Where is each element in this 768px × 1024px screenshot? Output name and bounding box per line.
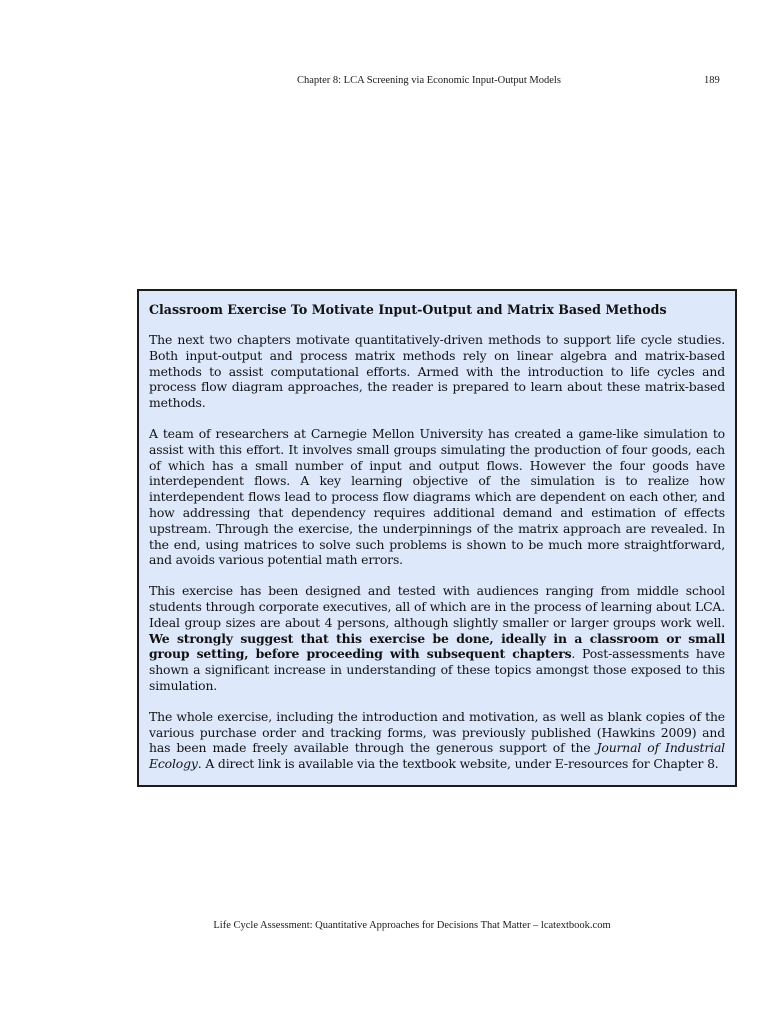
exercise-callout-box (137, 289, 737, 787)
chapter-title: Chapter 8: LCA Screening via Economic Input-Output Models (297, 75, 561, 86)
exercise-paragraph-3 (149, 583, 725, 694)
footer-text: Life Cycle Assessment: Quantitative Approaches for Decisions That Matter – lcatextbook.com (213, 920, 611, 931)
paragraph-3-text-end: . Post-assessments have shown a significant increase in understanding of these topics amongst those exposed to this simulation. (149, 646, 725, 693)
paragraph-4-text-start: The whole exercise, including the introduction and motivation, as well as blank copies of the various purchase order and tracking forms, was previously published (Hawkins 2009) and has been made freely available through the generous support of the (149, 708, 725, 756)
exercise-paragraph-4 (149, 709, 725, 772)
exercise-paragraph-1: The next two chapters motivate quantitatively-driven methods to support life cycle studies. Both input-output and process matrix methods rely on linear algebra and matrix-based methods to assist computational efforts. Armed with the introduction to life cycles and process flow diagram approaches, the reader is prepared to learn about these matrix-based methods. (149, 332, 725, 411)
running-header (0, 75, 768, 91)
exercise-box-title: Classroom Exercise To Motivate Input-Output and Matrix Based Methods (149, 302, 667, 317)
paragraph-4-text-end: . A direct link is available via the textbook website, under E-resources for Chapter 8. (197, 756, 719, 772)
paragraph-3-bold-recommendation: We strongly suggest that this exercise be done, ideally in a classroom or small group setting, before proceeding with subsequent chapters (149, 630, 725, 662)
running-footer (0, 920, 768, 931)
exercise-paragraph-2: A team of researchers at Carnegie Mellon University has created a game-like simulation to assist with this effort. It involves small groups simulating the production of four goods, each of which has a small number of input and output flows. However the four goods have interdependent flows. A key learning objective of the simulation is to realize how interdependent flows lead to process flow diagrams which are dependent on each other, and how addressing that dependency requires additional demand and estimation of effects upstream. Through the exercise, the underpinnings of the matrix approach are revealed. In the end, using matrices to solve such problems is shown to be much more straightforward, and avoids various potential math errors. (149, 425, 725, 568)
journal-title: Journal of Industrial Ecology (149, 740, 725, 772)
page-number: 189 (704, 75, 720, 86)
paragraph-3-text-start: This exercise has been designed and tested with audiences ranging from middle school students through corporate executives, all of which are in the process of learning about LCA. Ideal group sizes are about 4 persons, although slightly smaller or larger groups work well. (149, 583, 725, 630)
